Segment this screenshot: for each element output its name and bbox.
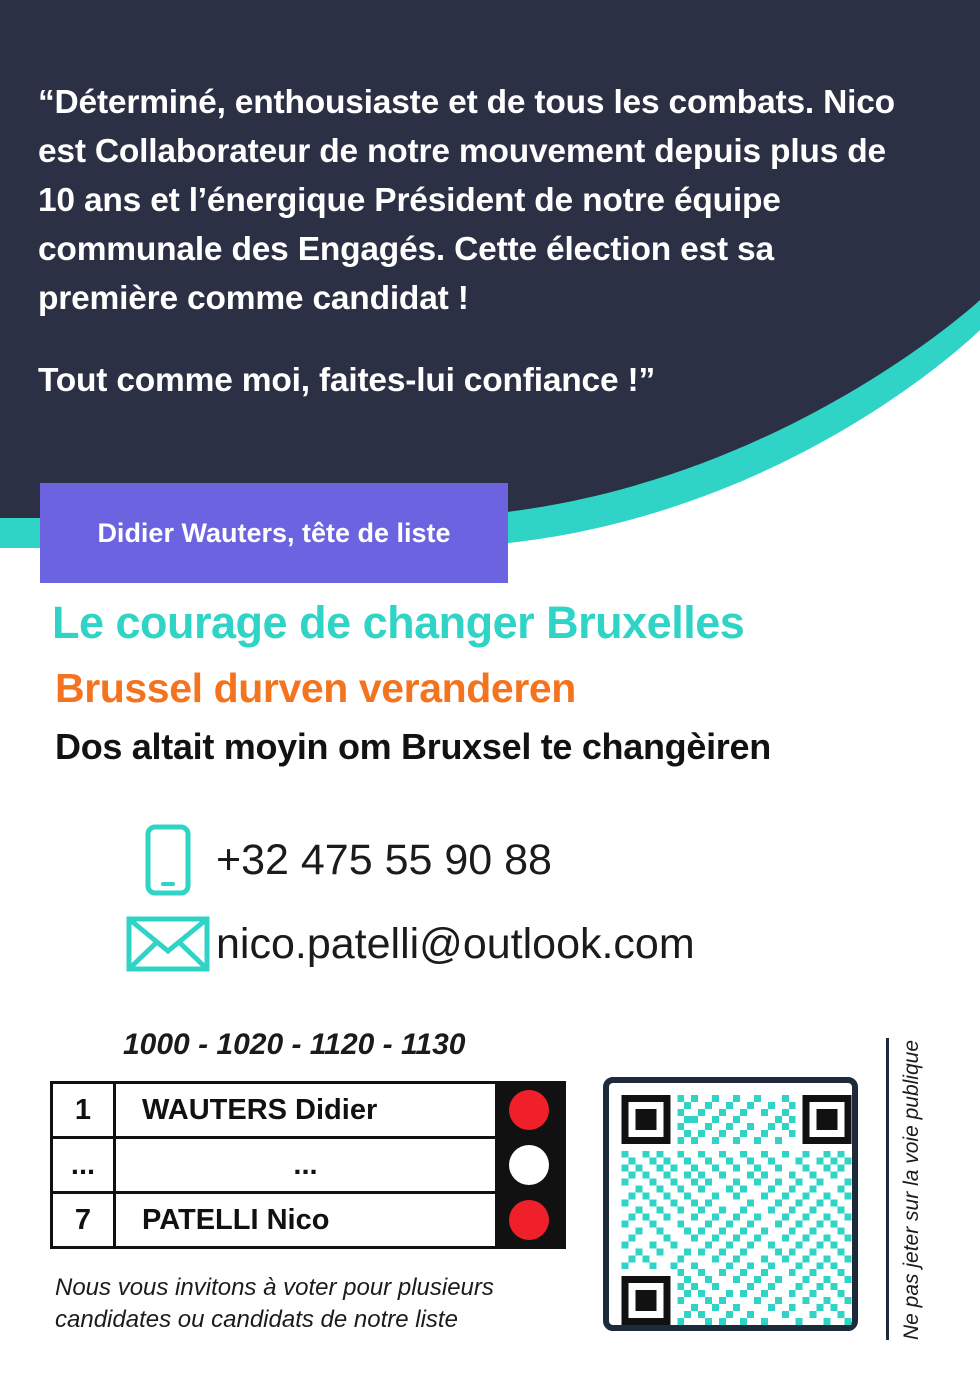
ballot-row-marker[interactable]	[495, 1139, 563, 1191]
ballot-row-marker[interactable]	[495, 1194, 563, 1246]
phone-number: +32 475 55 90 88	[216, 835, 552, 884]
contact-row-phone[interactable]	[120, 818, 880, 902]
contact-row-email[interactable]	[120, 902, 880, 986]
quote-block	[38, 78, 918, 405]
slogan-french: Le courage de changer Bruxelles	[52, 597, 745, 648]
ballot-row-marker[interactable]	[495, 1084, 563, 1136]
email-address: nico.patelli@outlook.com	[216, 919, 695, 968]
ballot-row-number: ...	[53, 1139, 116, 1191]
quote-paragraph-2: Tout comme moi, faites-lui confiance !”	[38, 362, 655, 399]
vote-dot-filled	[509, 1200, 549, 1240]
quote-paragraph-1: “Déterminé, enthousiaste et de tous les combats. Nico est Collaborateur de notre mouvement depuis plus de 10 ans et l’énergique Président de notre équipe communale des Engagés. Cette élection est sa première comme candidat !	[38, 84, 895, 317]
ballot-row-name: ...	[293, 1148, 318, 1181]
ballot-row-number: 7	[53, 1194, 116, 1246]
envelope-icon	[120, 913, 216, 975]
slogan-brussels-dialect: Dos altait moyin om Bruxsel te changèiren	[55, 726, 771, 767]
mobile-phone-icon	[120, 824, 216, 896]
legal-divider	[886, 1038, 889, 1340]
ballot-table	[50, 1081, 566, 1249]
ballot-note: Nous vous invitons à voter pour plusieurs candidates ou candidats de notre liste	[55, 1274, 494, 1333]
vote-dot-filled	[509, 1090, 549, 1130]
ballot-row-number: 1	[53, 1084, 116, 1136]
qr-code-matrix	[621, 1095, 852, 1325]
legal-notice: Ne pas jeter sur la voie publique	[900, 1039, 923, 1340]
ballot-row-name: PATELLI Nico	[142, 1203, 330, 1236]
qr-code-icon[interactable]	[603, 1077, 858, 1331]
vote-dot-empty	[509, 1145, 549, 1185]
attribution-badge: Didier Wauters, tête de liste	[40, 483, 508, 583]
contact-block	[120, 818, 880, 986]
table-row[interactable]	[53, 1084, 563, 1139]
slogan-dutch: Brussel durven veranderen	[55, 665, 576, 711]
table-row[interactable]	[53, 1194, 563, 1246]
table-row[interactable]	[53, 1139, 563, 1194]
zip-codes: 1000 - 1020 - 1120 - 1130	[123, 1028, 466, 1061]
ballot-row-name: WAUTERS Didier	[142, 1093, 378, 1126]
